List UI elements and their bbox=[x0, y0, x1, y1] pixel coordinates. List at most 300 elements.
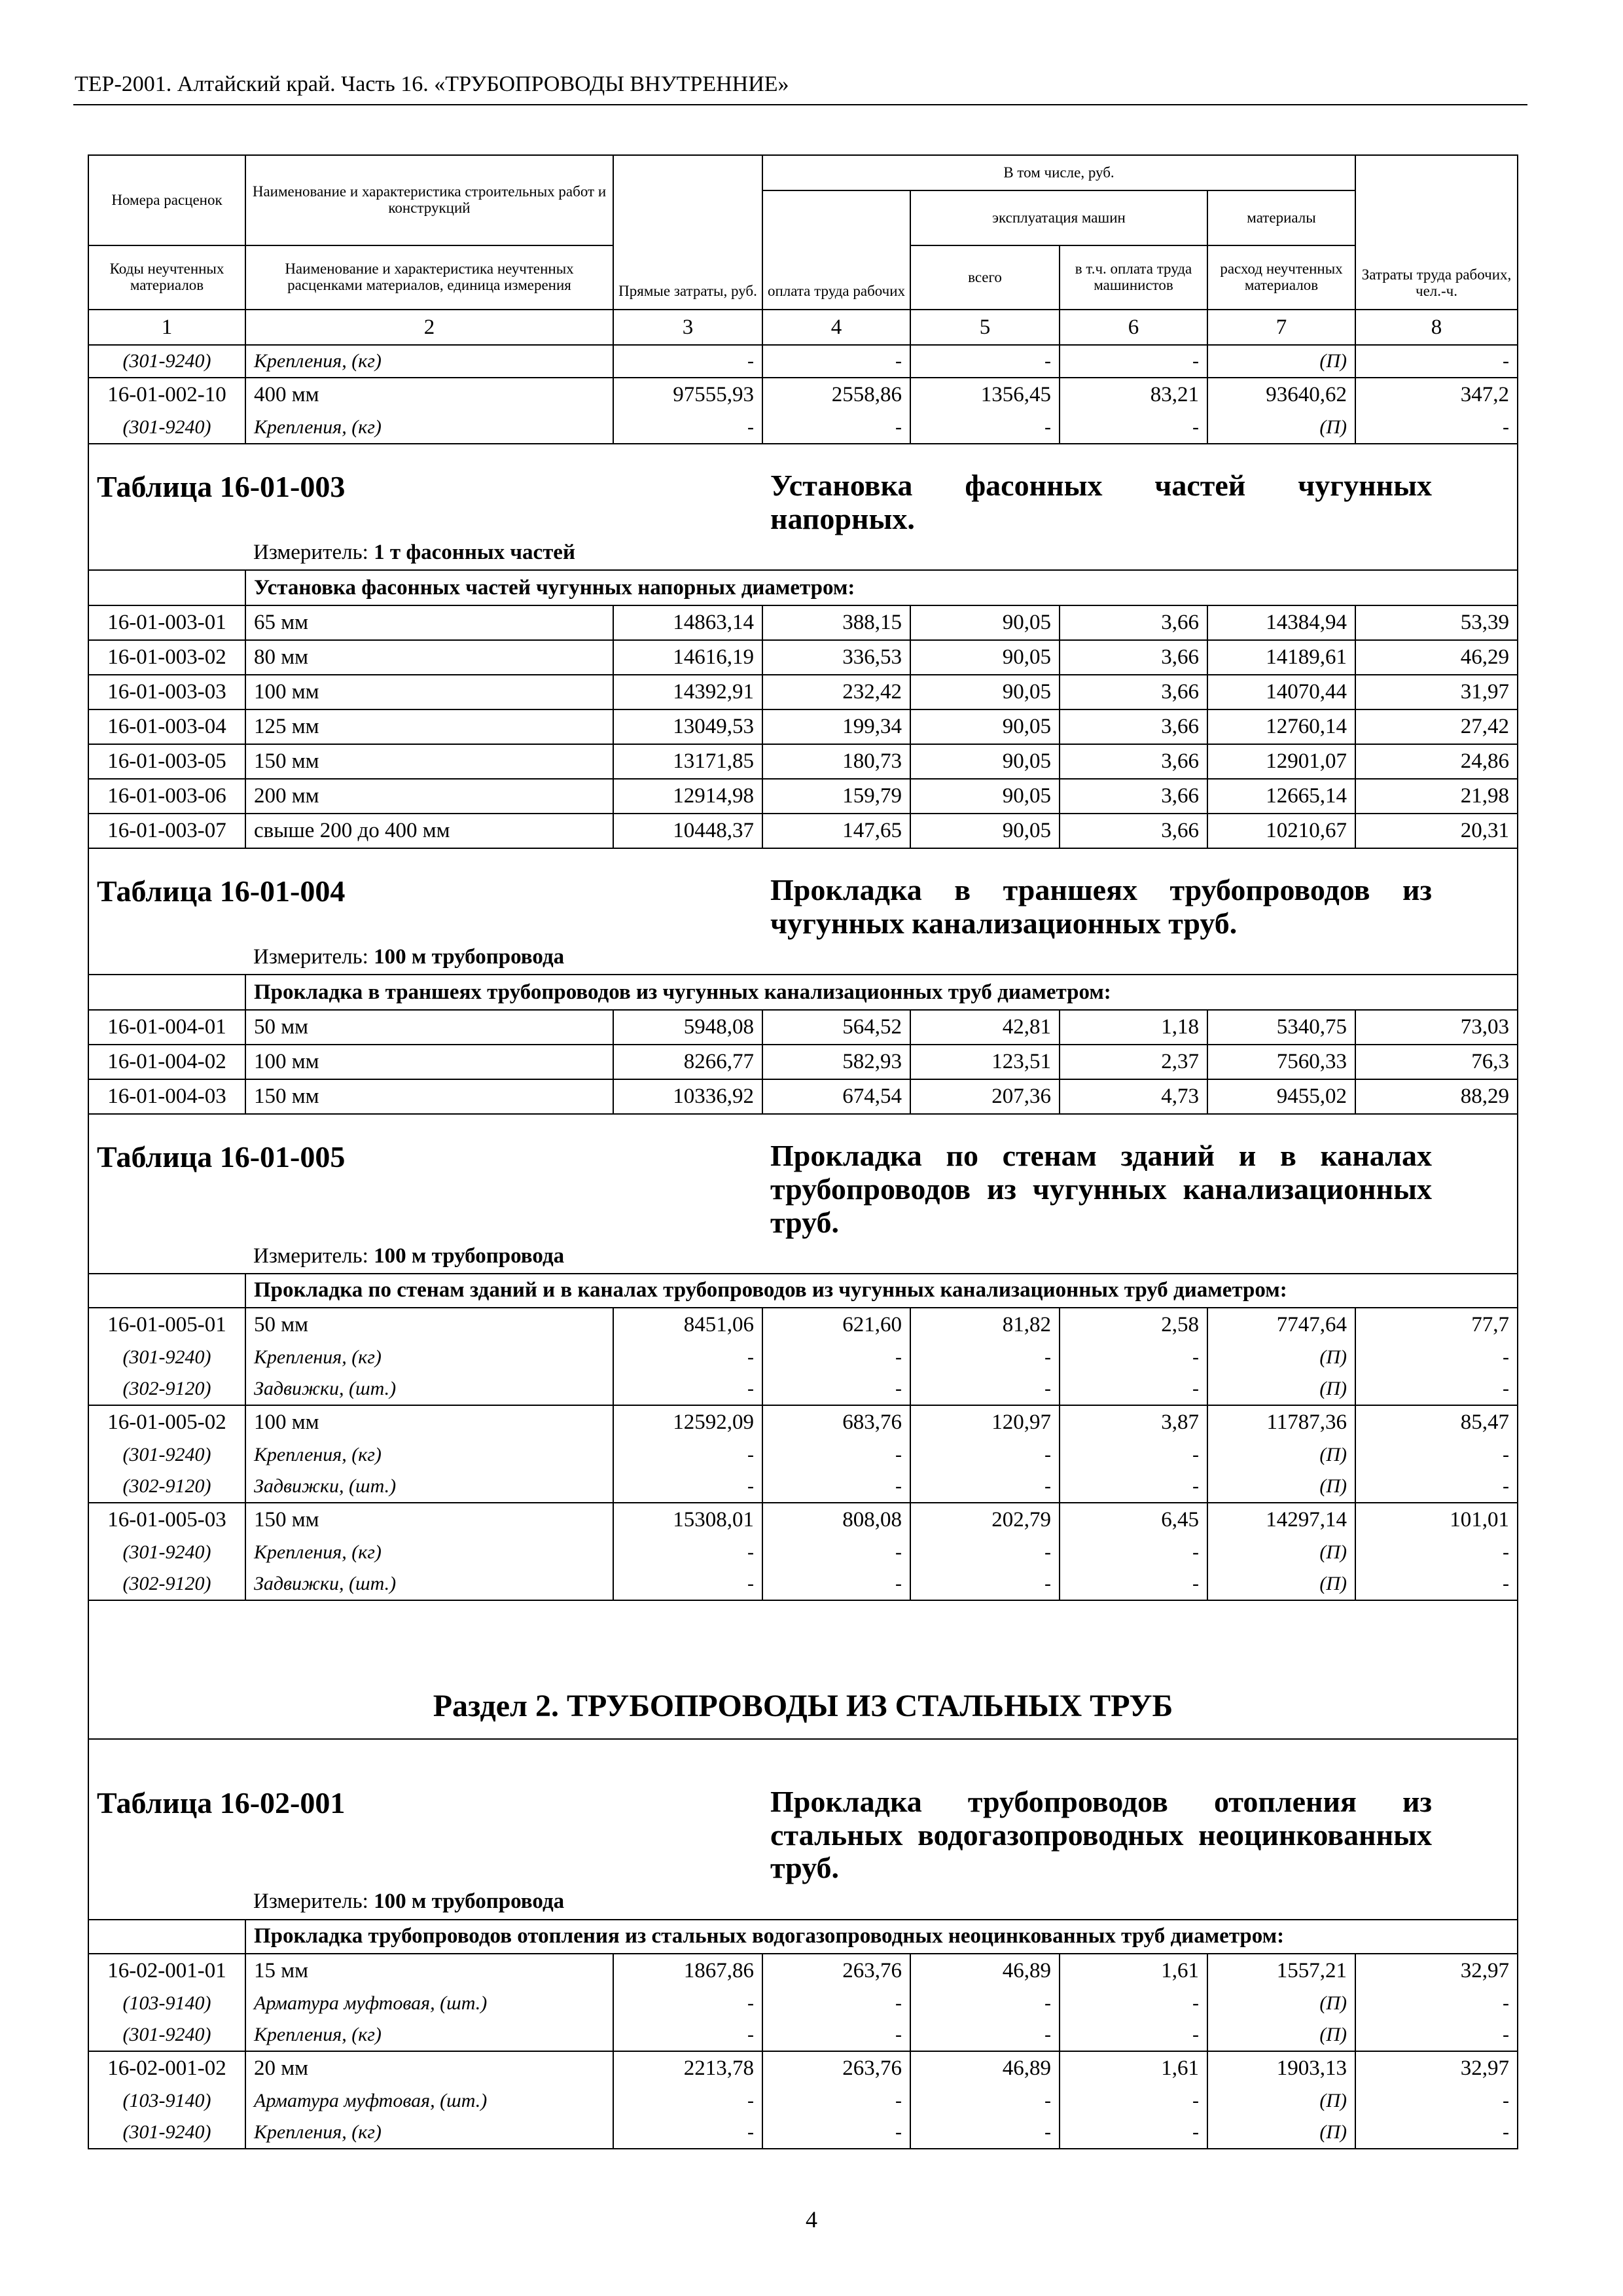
material-name: Арматура муфтовая, (шт.) bbox=[245, 1988, 613, 2019]
col-header-including: В том числе, руб. bbox=[762, 155, 1355, 190]
value-cell: 1,61 bbox=[1060, 1954, 1207, 1988]
col-header-materials-unaccounted: расход неучтенных материалов bbox=[1207, 245, 1355, 310]
rate-name: 200 мм bbox=[245, 779, 613, 814]
rate-row bbox=[88, 1954, 1518, 1988]
table-unit-row bbox=[88, 1239, 1518, 1274]
value-cell: - bbox=[613, 1373, 762, 1405]
value-cell: - bbox=[762, 1568, 910, 1600]
rate-code: 16-01-005-02 bbox=[88, 1405, 245, 1439]
value-cell: 3,66 bbox=[1060, 709, 1207, 744]
value-cell: - bbox=[762, 1471, 910, 1503]
rate-name: 20 мм bbox=[245, 2051, 613, 2085]
rate-row bbox=[88, 2051, 1518, 2085]
header-rule bbox=[73, 104, 1527, 105]
table-unit bbox=[245, 940, 1518, 975]
value-cell: - bbox=[613, 1568, 762, 1600]
material-row bbox=[88, 2085, 1518, 2117]
table-unit bbox=[245, 1885, 1518, 1920]
t005-rows bbox=[88, 1308, 1518, 1600]
section-heading-row bbox=[88, 1600, 1518, 1739]
value-cell: (П) bbox=[1207, 1342, 1355, 1373]
value-cell: 199,34 bbox=[762, 709, 910, 744]
value-cell: 3,66 bbox=[1060, 605, 1207, 640]
value-cell: 90,05 bbox=[910, 640, 1060, 675]
rate-row bbox=[88, 1308, 1518, 1342]
material-code: (301-9240) bbox=[88, 2019, 245, 2051]
col-header-machine-total: всего bbox=[910, 245, 1060, 310]
material-code: (301-9240) bbox=[88, 1537, 245, 1568]
value-cell: - bbox=[1060, 1342, 1207, 1373]
rate-code: 16-01-003-04 bbox=[88, 709, 245, 744]
value-cell: - bbox=[1355, 1439, 1518, 1471]
material-name: Крепления, (кг) bbox=[245, 2117, 613, 2149]
value-cell: 8266,77 bbox=[613, 1045, 762, 1079]
value-cell: 1,61 bbox=[1060, 2051, 1207, 2085]
rate-row bbox=[88, 378, 1518, 412]
unit-label: Измеритель: bbox=[253, 1890, 368, 1914]
value-cell: 14070,44 bbox=[1207, 675, 1355, 709]
material-name: Арматура муфтовая, (шт.) bbox=[245, 2085, 613, 2117]
value-cell: - bbox=[1355, 1342, 1518, 1373]
column-number: 4 bbox=[762, 310, 910, 345]
value-cell: - bbox=[613, 2019, 762, 2051]
rate-code: 16-01-002-10 bbox=[88, 378, 245, 412]
table-description: Прокладка трубопроводов отопления из стальных водогазопроводных неоцинкованных труб. bbox=[762, 1739, 1518, 1885]
value-cell: - bbox=[762, 2085, 910, 2117]
table-unit bbox=[245, 1239, 1518, 1274]
page-number: 4 bbox=[806, 2206, 817, 2233]
value-cell: 3,66 bbox=[1060, 640, 1207, 675]
rate-name: 125 мм bbox=[245, 709, 613, 744]
value-cell: 12914,98 bbox=[613, 779, 762, 814]
value-cell: 46,29 bbox=[1355, 640, 1518, 675]
material-name: Задвижки, (шт.) bbox=[245, 1568, 613, 1600]
header-row-1 bbox=[88, 155, 1518, 190]
subheading-row bbox=[88, 1920, 1518, 1954]
value-cell: 81,82 bbox=[910, 1308, 1060, 1342]
value-cell: - bbox=[910, 1439, 1060, 1471]
value-cell: - bbox=[910, 1373, 1060, 1405]
value-cell: - bbox=[762, 412, 910, 444]
value-cell: 6,45 bbox=[1060, 1503, 1207, 1537]
rate-row bbox=[88, 675, 1518, 709]
value-cell: 90,05 bbox=[910, 709, 1060, 744]
rate-code: 16-01-003-05 bbox=[88, 744, 245, 779]
value-cell: - bbox=[1355, 1471, 1518, 1503]
table-title: Таблица 16-01-003 bbox=[88, 444, 762, 535]
value-cell: 263,76 bbox=[762, 1954, 910, 1988]
value-cell: (П) bbox=[1207, 1537, 1355, 1568]
value-cell: 207,36 bbox=[910, 1079, 1060, 1114]
value-cell: 5948,08 bbox=[613, 1010, 762, 1045]
rates-table bbox=[88, 154, 1518, 2149]
value-cell: 120,97 bbox=[910, 1405, 1060, 1439]
value-cell: - bbox=[910, 2019, 1060, 2051]
rate-row bbox=[88, 1405, 1518, 1439]
value-cell: 674,54 bbox=[762, 1079, 910, 1114]
rate-code: 16-01-005-03 bbox=[88, 1503, 245, 1537]
rate-code: 16-01-003-07 bbox=[88, 814, 245, 848]
material-name: Крепления, (кг) bbox=[245, 345, 613, 378]
unit-value: 100 м трубопровода bbox=[374, 944, 565, 969]
value-cell: 13171,85 bbox=[613, 744, 762, 779]
value-cell: - bbox=[1060, 345, 1207, 378]
material-code: (301-9240) bbox=[88, 1439, 245, 1471]
material-row bbox=[88, 412, 1518, 444]
value-cell: 180,73 bbox=[762, 744, 910, 779]
t201-rows bbox=[88, 1954, 1518, 2149]
value-cell: 31,97 bbox=[1355, 675, 1518, 709]
value-cell: 20,31 bbox=[1355, 814, 1518, 848]
rate-name: свыше 200 до 400 мм bbox=[245, 814, 613, 848]
table-subheading: Прокладка трубопроводов отопления из стальных водогазопроводных неоцинкованных труб диаметром: bbox=[245, 1920, 1518, 1954]
rate-name: 100 мм bbox=[245, 1045, 613, 1079]
value-cell: 15308,01 bbox=[613, 1503, 762, 1537]
value-cell: (П) bbox=[1207, 1568, 1355, 1600]
value-cell: - bbox=[1355, 2085, 1518, 2117]
material-code: (301-9240) bbox=[88, 2117, 245, 2149]
unit-label: Измеритель: bbox=[253, 944, 368, 969]
value-cell: 3,66 bbox=[1060, 675, 1207, 709]
rate-row bbox=[88, 814, 1518, 848]
value-cell: - bbox=[1355, 1537, 1518, 1568]
rate-name: 100 мм bbox=[245, 1405, 613, 1439]
value-cell: 4,73 bbox=[1060, 1079, 1207, 1114]
value-cell: 2213,78 bbox=[613, 2051, 762, 2085]
value-cell: - bbox=[1355, 1568, 1518, 1600]
column-number: 2 bbox=[245, 310, 613, 345]
value-cell: - bbox=[1060, 1471, 1207, 1503]
value-cell: - bbox=[613, 1471, 762, 1503]
value-cell: - bbox=[762, 1342, 910, 1373]
value-cell: 1867,86 bbox=[613, 1954, 762, 1988]
value-cell: 32,97 bbox=[1355, 1954, 1518, 1988]
table-heading-16-01-005 bbox=[88, 1114, 1518, 1239]
value-cell: - bbox=[762, 1439, 910, 1471]
col-header-rate-numbers: Номера расценок bbox=[88, 155, 245, 245]
value-cell: 1903,13 bbox=[1207, 2051, 1355, 2085]
table-subheading: Прокладка по стенам зданий и в каналах трубопроводов из чугунных канализационных труб диаметром: bbox=[245, 1274, 1518, 1308]
material-name: Крепления, (кг) bbox=[245, 412, 613, 444]
material-row bbox=[88, 1568, 1518, 1600]
rate-row bbox=[88, 1503, 1518, 1537]
rate-row bbox=[88, 605, 1518, 640]
col-header-material-name: Наименование и характеристика неучтенных расценками материалов, единица измерения bbox=[245, 245, 613, 310]
value-cell: 1,18 bbox=[1060, 1010, 1207, 1045]
col-header-materials: материалы bbox=[1207, 190, 1355, 245]
value-cell: 14863,14 bbox=[613, 605, 762, 640]
col-header-labor: Затраты труда рабочих, чел.-ч. bbox=[1355, 155, 1518, 310]
value-cell: (П) bbox=[1207, 2085, 1355, 2117]
rate-code: 16-02-001-02 bbox=[88, 2051, 245, 2085]
value-cell: 347,2 bbox=[1355, 378, 1518, 412]
material-row bbox=[88, 1439, 1518, 1471]
value-cell: 83,21 bbox=[1060, 378, 1207, 412]
rate-name: 15 мм bbox=[245, 1954, 613, 1988]
value-cell: (П) bbox=[1207, 2019, 1355, 2051]
column-number: 8 bbox=[1355, 310, 1518, 345]
column-number: 6 bbox=[1060, 310, 1207, 345]
value-cell: 808,08 bbox=[762, 1503, 910, 1537]
value-cell: 14189,61 bbox=[1207, 640, 1355, 675]
material-code: (103-9140) bbox=[88, 1988, 245, 2019]
value-cell: 12592,09 bbox=[613, 1405, 762, 1439]
value-cell: - bbox=[910, 1537, 1060, 1568]
value-cell: 147,65 bbox=[762, 814, 910, 848]
value-cell: (П) bbox=[1207, 1988, 1355, 2019]
value-cell: 564,52 bbox=[762, 1010, 910, 1045]
value-cell: 53,39 bbox=[1355, 605, 1518, 640]
rate-name: 400 мм bbox=[245, 378, 613, 412]
table-title: Таблица 16-01-004 bbox=[88, 848, 762, 940]
col-header-material-codes: Коды неучтенных материалов bbox=[88, 245, 245, 310]
table-unit-row bbox=[88, 535, 1518, 570]
table-subheading: Установка фасонных частей чугунных напорных диаметром: bbox=[245, 570, 1518, 605]
value-cell: - bbox=[1060, 412, 1207, 444]
col-header-wages: оплата труда рабочих bbox=[762, 190, 910, 310]
value-cell: 123,51 bbox=[910, 1045, 1060, 1079]
rate-code: 16-01-005-01 bbox=[88, 1308, 245, 1342]
table-unit-row bbox=[88, 1885, 1518, 1920]
unit-value: 100 м трубопровода bbox=[374, 1244, 565, 1268]
value-cell: 388,15 bbox=[762, 605, 910, 640]
value-cell: 14384,94 bbox=[1207, 605, 1355, 640]
rates-table-area bbox=[88, 154, 1517, 2149]
value-cell: 90,05 bbox=[910, 744, 1060, 779]
subheading-row bbox=[88, 570, 1518, 605]
value-cell: (П) bbox=[1207, 1471, 1355, 1503]
value-cell: - bbox=[910, 2085, 1060, 2117]
value-cell: - bbox=[613, 1537, 762, 1568]
material-name: Крепления, (кг) bbox=[245, 2019, 613, 2051]
material-name: Задвижки, (шт.) bbox=[245, 1373, 613, 1405]
value-cell: - bbox=[1060, 2085, 1207, 2117]
rate-row bbox=[88, 1079, 1518, 1114]
value-cell: 90,05 bbox=[910, 779, 1060, 814]
value-cell: 7747,64 bbox=[1207, 1308, 1355, 1342]
material-code: (302-9120) bbox=[88, 1568, 245, 1600]
value-cell: 42,81 bbox=[910, 1010, 1060, 1045]
value-cell: 90,05 bbox=[910, 814, 1060, 848]
value-cell: (П) bbox=[1207, 1373, 1355, 1405]
rate-row bbox=[88, 744, 1518, 779]
table-description: Прокладка по стенам зданий и в каналах трубопроводов из чугунных канализационных труб. bbox=[762, 1114, 1518, 1239]
value-cell: 2,37 bbox=[1060, 1045, 1207, 1079]
column-numbers-row bbox=[88, 310, 1518, 345]
value-cell: 3,87 bbox=[1060, 1405, 1207, 1439]
running-header: ТЕР-2001. Алтайский край. Часть 16. «ТРУБОПРОВОДЫ ВНУТРЕННИЕ» bbox=[75, 72, 789, 96]
rate-code: 16-01-003-01 bbox=[88, 605, 245, 640]
value-cell: 5340,75 bbox=[1207, 1010, 1355, 1045]
value-cell: - bbox=[1060, 1568, 1207, 1600]
subheading-row bbox=[88, 1274, 1518, 1308]
rate-name: 100 мм bbox=[245, 675, 613, 709]
value-cell: (П) bbox=[1207, 345, 1355, 378]
value-cell: 263,76 bbox=[762, 2051, 910, 2085]
table-unit bbox=[245, 535, 1518, 570]
col-header-direct-costs: Прямые затраты, руб. bbox=[613, 155, 762, 310]
material-name: Крепления, (кг) bbox=[245, 1537, 613, 1568]
rate-name: 150 мм bbox=[245, 1079, 613, 1114]
value-cell: 10210,67 bbox=[1207, 814, 1355, 848]
value-cell: 3,66 bbox=[1060, 744, 1207, 779]
section-title: Раздел 2. ТРУБОПРОВОДЫ ИЗ СТАЛЬНЫХ ТРУБ bbox=[88, 1600, 1518, 1739]
subheading-row bbox=[88, 975, 1518, 1010]
value-cell: 76,3 bbox=[1355, 1045, 1518, 1079]
value-cell: 77,7 bbox=[1355, 1308, 1518, 1342]
value-cell: 683,76 bbox=[762, 1405, 910, 1439]
rate-row bbox=[88, 1010, 1518, 1045]
value-cell: - bbox=[762, 345, 910, 378]
material-name: Крепления, (кг) bbox=[245, 1342, 613, 1373]
value-cell: 24,86 bbox=[1355, 744, 1518, 779]
unit-label: Измеритель: bbox=[253, 540, 368, 564]
value-cell: - bbox=[1355, 2019, 1518, 2051]
value-cell: - bbox=[613, 2117, 762, 2149]
material-row bbox=[88, 1373, 1518, 1405]
value-cell: - bbox=[762, 1373, 910, 1405]
col-header-work-name: Наименование и характеристика строительных работ и конструкций bbox=[245, 155, 613, 245]
col-header-machine-ops: эксплуатация машин bbox=[910, 190, 1207, 245]
value-cell: - bbox=[1060, 2019, 1207, 2051]
value-cell: - bbox=[762, 1988, 910, 2019]
unit-label: Измеритель: bbox=[253, 1244, 368, 1268]
table-heading-16-01-004 bbox=[88, 848, 1518, 940]
unit-value: 1 т фасонных частей bbox=[374, 540, 575, 564]
value-cell: 12760,14 bbox=[1207, 709, 1355, 744]
value-cell: 14392,91 bbox=[613, 675, 762, 709]
rate-code: 16-01-003-06 bbox=[88, 779, 245, 814]
value-cell: 73,03 bbox=[1355, 1010, 1518, 1045]
value-cell: - bbox=[1355, 412, 1518, 444]
value-cell: - bbox=[910, 1471, 1060, 1503]
value-cell: 11787,36 bbox=[1207, 1405, 1355, 1439]
value-cell: - bbox=[613, 1342, 762, 1373]
rate-row bbox=[88, 640, 1518, 675]
value-cell: - bbox=[910, 1342, 1060, 1373]
value-cell: 582,93 bbox=[762, 1045, 910, 1079]
value-cell: - bbox=[1060, 1439, 1207, 1471]
column-number: 1 bbox=[88, 310, 245, 345]
value-cell: (П) bbox=[1207, 2117, 1355, 2149]
value-cell: - bbox=[1355, 345, 1518, 378]
value-cell: 32,97 bbox=[1355, 2051, 1518, 2085]
table-title: Таблица 16-02-001 bbox=[88, 1739, 762, 1885]
material-code: (302-9120) bbox=[88, 1471, 245, 1503]
value-cell: 202,79 bbox=[910, 1503, 1060, 1537]
value-cell: 2,58 bbox=[1060, 1308, 1207, 1342]
value-cell: 8451,06 bbox=[613, 1308, 762, 1342]
value-cell: 3,66 bbox=[1060, 779, 1207, 814]
rate-code: 16-01-004-02 bbox=[88, 1045, 245, 1079]
value-cell: 21,98 bbox=[1355, 779, 1518, 814]
rate-name: 150 мм bbox=[245, 1503, 613, 1537]
rate-code: 16-01-003-02 bbox=[88, 640, 245, 675]
rate-code: 16-02-001-01 bbox=[88, 1954, 245, 1988]
rate-row bbox=[88, 779, 1518, 814]
column-number: 5 bbox=[910, 310, 1060, 345]
rate-name: 50 мм bbox=[245, 1010, 613, 1045]
value-cell: - bbox=[1060, 2117, 1207, 2149]
value-cell: 13049,53 bbox=[613, 709, 762, 744]
value-cell: 7560,33 bbox=[1207, 1045, 1355, 1079]
value-cell: - bbox=[910, 345, 1060, 378]
value-cell: (П) bbox=[1207, 1439, 1355, 1471]
material-code: (301-9240) bbox=[88, 345, 245, 378]
material-code: (301-9240) bbox=[88, 1342, 245, 1373]
rate-name: 65 мм bbox=[245, 605, 613, 640]
column-number: 7 bbox=[1207, 310, 1355, 345]
t004-rows bbox=[88, 1010, 1518, 1114]
value-cell: 10336,92 bbox=[613, 1079, 762, 1114]
table-heading-16-02-001 bbox=[88, 1739, 1518, 1885]
material-row bbox=[88, 345, 1518, 378]
value-cell: 88,29 bbox=[1355, 1079, 1518, 1114]
value-cell: - bbox=[1355, 1373, 1518, 1405]
material-code: (103-9140) bbox=[88, 2085, 245, 2117]
value-cell: 12665,14 bbox=[1207, 779, 1355, 814]
value-cell: 85,47 bbox=[1355, 1405, 1518, 1439]
rate-code: 16-01-004-03 bbox=[88, 1079, 245, 1114]
value-cell: - bbox=[910, 1988, 1060, 2019]
value-cell: - bbox=[613, 345, 762, 378]
value-cell: 3,66 bbox=[1060, 814, 1207, 848]
value-cell: - bbox=[762, 1537, 910, 1568]
rate-code: 16-01-003-03 bbox=[88, 675, 245, 709]
value-cell: 1356,45 bbox=[910, 378, 1060, 412]
value-cell: - bbox=[910, 2117, 1060, 2149]
table-description: Прокладка в траншеях трубопроводов из чугунных канализационных труб. bbox=[762, 848, 1518, 940]
value-cell: - bbox=[613, 1439, 762, 1471]
col-header-machine-wages: в т.ч. оплата труда машинистов bbox=[1060, 245, 1207, 310]
value-cell: - bbox=[1355, 2117, 1518, 2149]
value-cell: 14616,19 bbox=[613, 640, 762, 675]
column-number: 3 bbox=[613, 310, 762, 345]
value-cell: - bbox=[762, 2117, 910, 2149]
material-row bbox=[88, 1471, 1518, 1503]
value-cell: 90,05 bbox=[910, 605, 1060, 640]
rate-row bbox=[88, 709, 1518, 744]
table-title: Таблица 16-01-005 bbox=[88, 1114, 762, 1239]
rate-name: 80 мм bbox=[245, 640, 613, 675]
value-cell: 27,42 bbox=[1355, 709, 1518, 744]
material-row bbox=[88, 1537, 1518, 1568]
value-cell: - bbox=[910, 1568, 1060, 1600]
value-cell: - bbox=[1060, 1988, 1207, 2019]
material-row bbox=[88, 1988, 1518, 2019]
value-cell: 46,89 bbox=[910, 2051, 1060, 2085]
rate-name: 150 мм bbox=[245, 744, 613, 779]
value-cell: 93640,62 bbox=[1207, 378, 1355, 412]
value-cell: - bbox=[762, 2019, 910, 2051]
value-cell: 46,89 bbox=[910, 1954, 1060, 1988]
value-cell: 12901,07 bbox=[1207, 744, 1355, 779]
value-cell: 159,79 bbox=[762, 779, 910, 814]
material-code: (302-9120) bbox=[88, 1373, 245, 1405]
unit-value: 100 м трубопровода bbox=[374, 1890, 565, 1914]
material-row bbox=[88, 2019, 1518, 2051]
value-cell: 97555,93 bbox=[613, 378, 762, 412]
value-cell: 9455,02 bbox=[1207, 1079, 1355, 1114]
value-cell: - bbox=[1060, 1537, 1207, 1568]
t003-rows bbox=[88, 605, 1518, 848]
table-subheading: Прокладка в траншеях трубопроводов из чугунных канализационных труб диаметром: bbox=[245, 975, 1518, 1010]
value-cell: 10448,37 bbox=[613, 814, 762, 848]
value-cell: 101,01 bbox=[1355, 1503, 1518, 1537]
material-name: Крепления, (кг) bbox=[245, 1439, 613, 1471]
value-cell: - bbox=[613, 1988, 762, 2019]
value-cell: - bbox=[1060, 1373, 1207, 1405]
